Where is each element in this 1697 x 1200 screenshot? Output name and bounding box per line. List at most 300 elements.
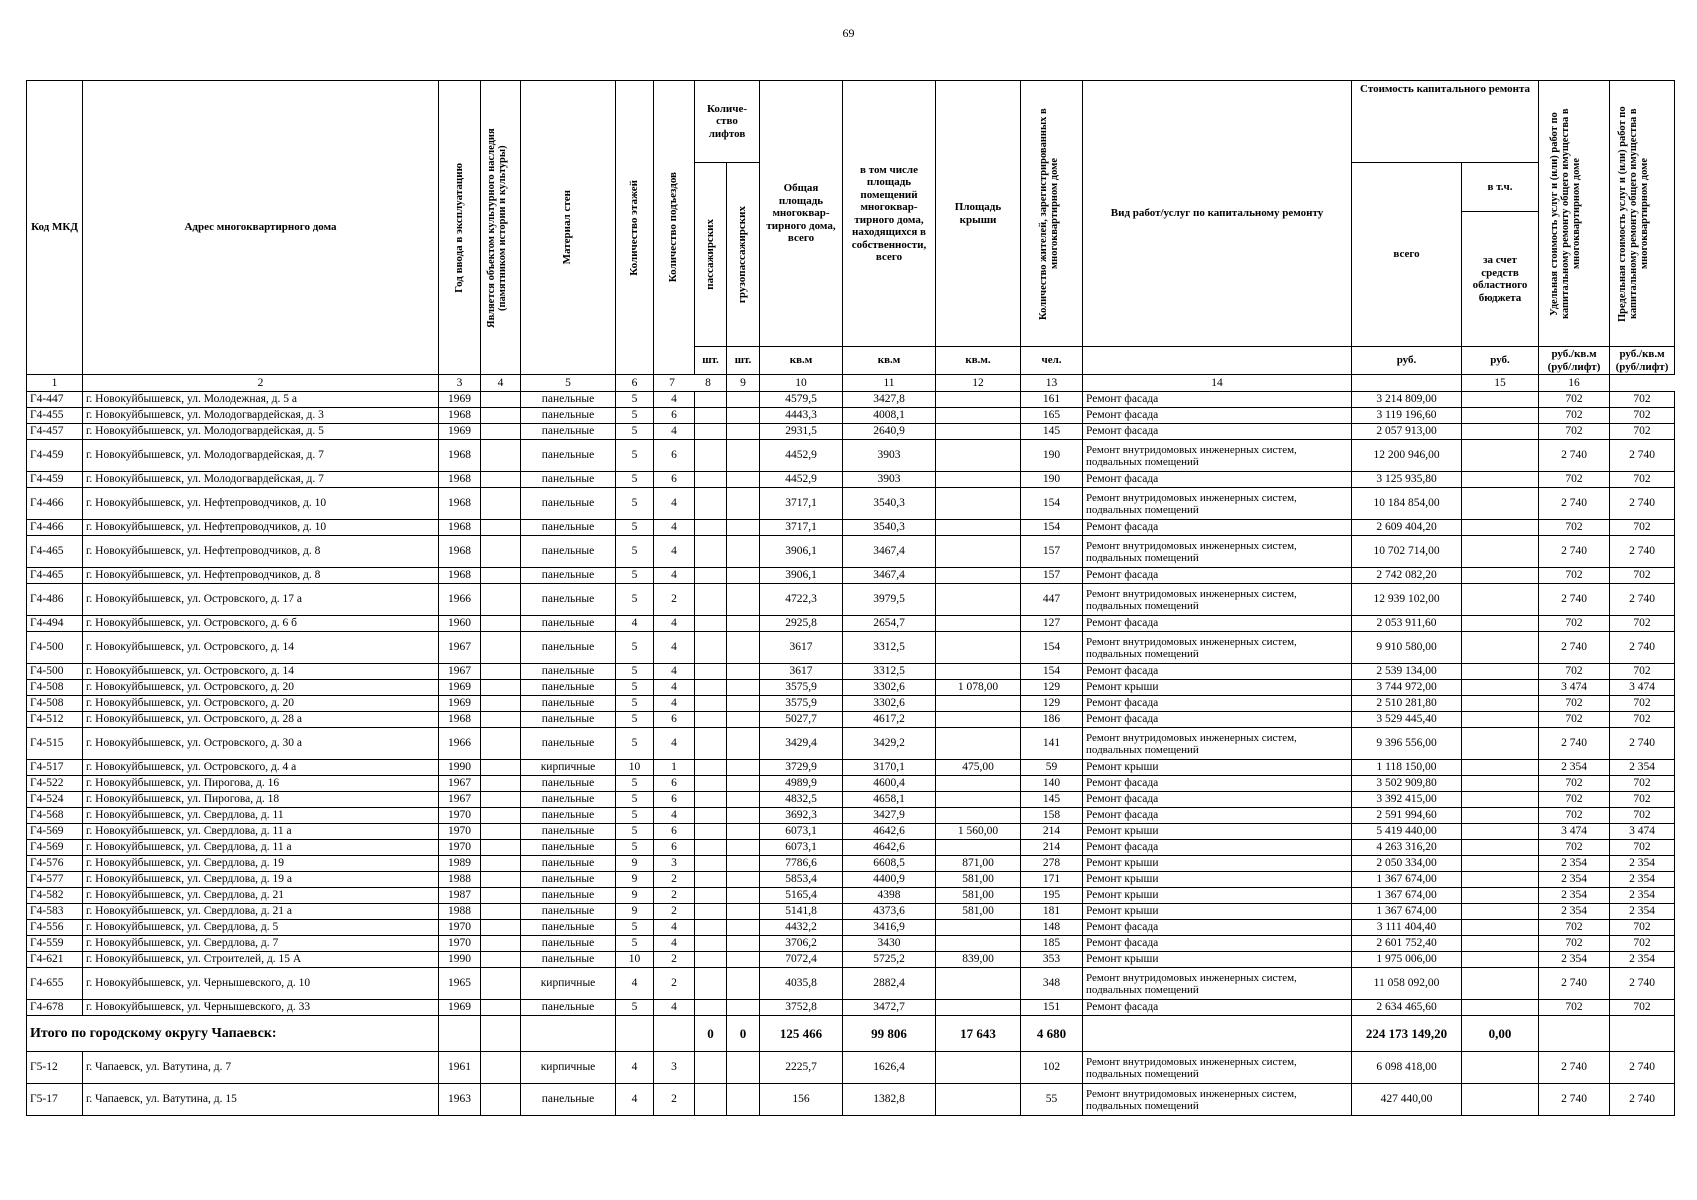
total-section: [27, 1016, 1675, 1052]
cell-material: панельные: [521, 584, 616, 616]
cell-address: г. Чапаевск, ул. Ватутина, д. 15: [83, 1084, 439, 1116]
cell-work: Ремонт фасада: [1083, 1000, 1352, 1016]
cell-year: 1969: [439, 1000, 481, 1016]
cell-cost: 3 119 196,60: [1352, 408, 1462, 424]
cell-code: Г4-655: [27, 968, 83, 1000]
cell-total: 3575,9: [760, 696, 843, 712]
cell-address: г. Чапаевск, ул. Ватутина, д. 7: [83, 1052, 439, 1084]
cell-entr: 6: [654, 440, 695, 472]
cell-floors: 5: [616, 440, 654, 472]
cell-material: панельные: [521, 680, 616, 696]
cell-max: 702: [1610, 408, 1675, 424]
cell-residents: 181: [1021, 904, 1083, 920]
cell-floors: 5: [616, 424, 654, 440]
cell-max: 2 740: [1610, 1084, 1675, 1116]
table-row: [27, 776, 1675, 792]
cell-code: Г4-568: [27, 808, 83, 824]
cell-cost: 2 510 281,80: [1352, 696, 1462, 712]
cell-material: панельные: [521, 440, 616, 472]
cell-code: Г4-508: [27, 680, 83, 696]
cell-max: 2 354: [1610, 904, 1675, 920]
cell-material: панельные: [521, 824, 616, 840]
cell-work: Ремонт фасада: [1083, 472, 1352, 488]
cell-floors: 5: [616, 632, 654, 664]
cell-year: 1968: [439, 472, 481, 488]
cell-cost: 12 200 946,00: [1352, 440, 1462, 472]
total-roof-area: 17 643: [936, 1016, 1021, 1052]
cell-total: 4452,9: [760, 440, 843, 472]
cell-floors: 5: [616, 568, 654, 584]
cell-address: г. Новокуйбышевск, ул. Свердлова, д. 19: [83, 856, 439, 872]
cell-code: Г4-494: [27, 616, 83, 632]
cell-cost: 2 591 994,60: [1352, 808, 1462, 824]
cell-material: панельные: [521, 888, 616, 904]
cell-work: Ремонт внутридомовых инженерных систем, подвальных помещений: [1083, 968, 1352, 1000]
cell-residents: 158: [1021, 808, 1083, 824]
table-row: [27, 488, 1675, 520]
table-header: [27, 81, 1675, 392]
cell-roof: [936, 712, 1021, 728]
cell-residents: 129: [1021, 696, 1083, 712]
cell-address: г. Новокуйбышевск, ул. Островского, д. 14: [83, 632, 439, 664]
cell-year: 1965: [439, 968, 481, 1000]
cell-material: панельные: [521, 712, 616, 728]
cell-entr: 4: [654, 680, 695, 696]
cell-total: 4579,5: [760, 392, 843, 408]
cell-year: 1970: [439, 840, 481, 856]
cell-owned: 3979,5: [843, 584, 936, 616]
header-heritage: Является объектом культурного наследия (памятником истории и культуры): [485, 127, 508, 328]
cell-roof: [936, 536, 1021, 568]
cell-year: 1987: [439, 888, 481, 904]
cell-material: панельные: [521, 792, 616, 808]
cell-year: 1970: [439, 920, 481, 936]
cell-total: 2931,5: [760, 424, 843, 440]
cell-roof: [936, 1000, 1021, 1016]
column-number: 10: [760, 375, 843, 392]
cell-work: Ремонт фасада: [1083, 616, 1352, 632]
cell-year: 1968: [439, 488, 481, 520]
total-area: 125 466: [760, 1016, 843, 1052]
cell-owned: 4600,4: [843, 776, 936, 792]
cell-cost: 3 502 909,80: [1352, 776, 1462, 792]
cell-year: 1970: [439, 808, 481, 824]
table-row: [27, 472, 1675, 488]
cell-material: панельные: [521, 632, 616, 664]
cell-cost: 9 396 556,00: [1352, 728, 1462, 760]
cell-code: Г4-583: [27, 904, 83, 920]
cell-owned: 3416,9: [843, 920, 936, 936]
cell-owned: 3429,2: [843, 728, 936, 760]
cell-year: 1988: [439, 904, 481, 920]
cell-roof: [936, 424, 1021, 440]
cell-max: 702: [1610, 712, 1675, 728]
unit-rate: руб./кв.м (руб/лифт): [1610, 347, 1675, 375]
header-year: Год ввода в эксплуатацию: [452, 162, 465, 293]
header-entrances: Количество подъездов: [667, 172, 680, 283]
cell-floors: 5: [616, 408, 654, 424]
column-number: 13: [1021, 375, 1083, 392]
cell-roof: [936, 696, 1021, 712]
cell-total: 3906,1: [760, 536, 843, 568]
cell-code: Г4-465: [27, 568, 83, 584]
cell-owned: 3903: [843, 472, 936, 488]
cell-unit: 702: [1539, 392, 1610, 408]
cell-year: 1966: [439, 584, 481, 616]
cell-work: Ремонт фасада: [1083, 392, 1352, 408]
cell-year: 1968: [439, 712, 481, 728]
cell-work: Ремонт внутридомовых инженерных систем, подвальных помещений: [1083, 632, 1352, 664]
header-cost-total: всего: [1352, 163, 1462, 347]
cell-owned: 3170,1: [843, 760, 936, 776]
cell-unit: 702: [1539, 792, 1610, 808]
cell-code: Г5-17: [27, 1084, 83, 1116]
cell-max: 702: [1610, 920, 1675, 936]
cell-roof: [936, 520, 1021, 536]
unit-sqm: кв.м: [760, 347, 843, 375]
cell-year: 1960: [439, 616, 481, 632]
cell-total: 3617: [760, 632, 843, 664]
cell-owned: 4398: [843, 888, 936, 904]
cell-work: Ремонт фасада: [1083, 808, 1352, 824]
table-row: [27, 856, 1675, 872]
cell-max: 702: [1610, 776, 1675, 792]
cell-cost: 2 050 334,00: [1352, 856, 1462, 872]
cell-roof: [936, 792, 1021, 808]
cell-code: Г4-486: [27, 584, 83, 616]
cell-roof: 839,00: [936, 952, 1021, 968]
header-roof-area: Площадь крыши: [936, 81, 1021, 347]
cell-residents: 154: [1021, 488, 1083, 520]
cell-residents: 157: [1021, 536, 1083, 568]
table-row: [27, 1000, 1675, 1016]
table-row: [27, 968, 1675, 1000]
cell-address: г. Новокуйбышевск, ул. Чернышевского, д. 33: [83, 1000, 439, 1016]
table-row: [27, 584, 1675, 616]
cell-work: Ремонт крыши: [1083, 760, 1352, 776]
cell-cost: 3 529 445,40: [1352, 712, 1462, 728]
cell-owned: 3430: [843, 936, 936, 952]
cell-max: 702: [1610, 568, 1675, 584]
cell-year: 1968: [439, 568, 481, 584]
cell-floors: 5: [616, 712, 654, 728]
cell-owned: 3467,4: [843, 536, 936, 568]
cell-unit: 702: [1539, 424, 1610, 440]
cell-work: Ремонт внутридомовых инженерных систем, подвальных помещений: [1083, 488, 1352, 520]
cell-roof: 581,00: [936, 904, 1021, 920]
cell-floors: 4: [616, 968, 654, 1000]
cell-work: Ремонт фасада: [1083, 792, 1352, 808]
cell-residents: 154: [1021, 664, 1083, 680]
cell-work: Ремонт крыши: [1083, 872, 1352, 888]
cell-code: Г4-582: [27, 888, 83, 904]
cell-max: 702: [1610, 792, 1675, 808]
cell-floors: 9: [616, 904, 654, 920]
cell-residents: 348: [1021, 968, 1083, 1000]
cell-owned: 3540,3: [843, 488, 936, 520]
cell-roof: [936, 488, 1021, 520]
table-row: [27, 1052, 1675, 1084]
column-number: 8: [705, 376, 711, 389]
header-incl: в т.ч.: [1462, 163, 1538, 212]
cell-cost: 9 910 580,00: [1352, 632, 1462, 664]
cell-residents: 185: [1021, 936, 1083, 952]
cell-unit: 2 740: [1539, 584, 1610, 616]
cell-residents: 190: [1021, 472, 1083, 488]
cell-cost: 2 609 404,20: [1352, 520, 1462, 536]
cell-unit: 702: [1539, 520, 1610, 536]
cell-entr: 2: [654, 1084, 695, 1116]
cell-address: г. Новокуйбышевск, ул. Свердлова, д. 11 а: [83, 824, 439, 840]
cell-owned: 4658,1: [843, 792, 936, 808]
cell-max: 702: [1610, 808, 1675, 824]
table-row: [27, 840, 1675, 856]
cell-work: Ремонт крыши: [1083, 952, 1352, 968]
table-row: [27, 392, 1675, 408]
cell-owned: 3540,3: [843, 520, 936, 536]
unit-rate: руб./кв.м (руб/лифт): [1539, 347, 1610, 375]
cell-max: 702: [1610, 424, 1675, 440]
cell-floors: 5: [616, 936, 654, 952]
table-row: [27, 792, 1675, 808]
cell-residents: 127: [1021, 616, 1083, 632]
cell-address: г. Новокуйбышевск, ул. Островского, д. 17 а: [83, 584, 439, 616]
cell-work: Ремонт фасада: [1083, 696, 1352, 712]
column-number: 11: [843, 375, 936, 392]
cell-address: г. Новокуйбышевск, ул. Островского, д. 28 а: [83, 712, 439, 728]
cell-address: г. Новокуйбышевск, ул. Островского, д. 20: [83, 680, 439, 696]
cell-residents: 171: [1021, 872, 1083, 888]
cell-material: панельные: [521, 776, 616, 792]
table-row: [27, 440, 1675, 472]
cell-roof: [936, 440, 1021, 472]
table-row: [27, 664, 1675, 680]
cell-residents: 129: [1021, 680, 1083, 696]
header-floors: Количество этажей: [627, 179, 640, 276]
cell-floors: 5: [616, 392, 654, 408]
cell-owned: 3472,7: [843, 1000, 936, 1016]
cell-roof: 1 560,00: [936, 824, 1021, 840]
cell-entr: 2: [654, 584, 695, 616]
cell-address: г. Новокуйбышевск, ул. Свердлова, д. 7: [83, 936, 439, 952]
cell-entr: 6: [654, 712, 695, 728]
cell-material: панельные: [521, 856, 616, 872]
cell-total: 7786,6: [760, 856, 843, 872]
cell-cost: 1 367 674,00: [1352, 872, 1462, 888]
cell-work: Ремонт фасада: [1083, 712, 1352, 728]
cell-total: 3752,8: [760, 1000, 843, 1016]
cell-unit: 2 354: [1539, 872, 1610, 888]
cell-total: 5165,4: [760, 888, 843, 904]
cell-owned: 2654,7: [843, 616, 936, 632]
cell-code: Г4-678: [27, 1000, 83, 1016]
cell-owned: 4373,6: [843, 904, 936, 920]
capital-repair-table: [26, 80, 1675, 1116]
cell-entr: 4: [654, 488, 695, 520]
cell-roof: [936, 808, 1021, 824]
cell-residents: 141: [1021, 728, 1083, 760]
cell-roof: 581,00: [936, 872, 1021, 888]
cell-owned: 1382,8: [843, 1084, 936, 1116]
cell-entr: 2: [654, 872, 695, 888]
cell-roof: [936, 968, 1021, 1000]
cell-total: 5853,4: [760, 872, 843, 888]
cell-material: панельные: [521, 488, 616, 520]
cell-material: кирпичные: [521, 968, 616, 1000]
header-max-cost: Предельная стоимость услуг и (или) работ по капитальному ремонту общего имущества в многоквартирном доме: [1617, 105, 1651, 322]
cell-cost: 1 367 674,00: [1352, 904, 1462, 920]
cell-material: панельные: [521, 568, 616, 584]
cell-entr: 4: [654, 616, 695, 632]
cell-floors: 5: [616, 776, 654, 792]
cell-total: 4452,9: [760, 472, 843, 488]
column-number: 4: [481, 375, 521, 392]
cell-unit: 3 474: [1539, 824, 1610, 840]
table-row: [27, 536, 1675, 568]
cell-entr: 6: [654, 472, 695, 488]
cell-max: 2 354: [1610, 872, 1675, 888]
table-row: [27, 808, 1675, 824]
cell-entr: 4: [654, 808, 695, 824]
cell-unit: 2 740: [1539, 488, 1610, 520]
cell-year: 1967: [439, 632, 481, 664]
cell-max: 2 740: [1610, 488, 1675, 520]
cell-total: 2925,8: [760, 616, 843, 632]
cell-floors: 5: [616, 840, 654, 856]
cell-residents: 151: [1021, 1000, 1083, 1016]
cell-entr: 4: [654, 920, 695, 936]
cell-total: 4722,3: [760, 584, 843, 616]
cell-entr: 4: [654, 520, 695, 536]
cell-address: г. Новокуйбышевск, ул. Молодежная, д. 5 а: [83, 392, 439, 408]
cell-address: г. Новокуйбышевск, ул. Строителей, д. 15 А: [83, 952, 439, 968]
cell-cost: 1 118 150,00: [1352, 760, 1462, 776]
cell-total: 5027,7: [760, 712, 843, 728]
header-unit-cost: Удельная стоимость услуг и (или) работ по капитальному ремонту общего имущества в многоквартирном доме: [1549, 108, 1583, 319]
cell-total: 5141,8: [760, 904, 843, 920]
cell-address: г. Новокуйбышевск, ул. Островского, д. 4 а: [83, 760, 439, 776]
cell-floors: 5: [616, 696, 654, 712]
cell-total: 156: [760, 1084, 843, 1116]
cell-cost: 5 419 440,00: [1352, 824, 1462, 840]
cell-material: панельные: [521, 728, 616, 760]
cell-max: 702: [1610, 664, 1675, 680]
cell-cost: 3 392 415,00: [1352, 792, 1462, 808]
cell-roof: [936, 472, 1021, 488]
column-number: 5: [521, 375, 616, 392]
cell-code: Г4-577: [27, 872, 83, 888]
cell-material: панельные: [521, 872, 616, 888]
cell-material: панельные: [521, 536, 616, 568]
table-row: [27, 936, 1675, 952]
cell-address: г. Новокуйбышевск, ул. Молодогвардейская, д. 3: [83, 408, 439, 424]
cell-material: панельные: [521, 392, 616, 408]
cell-unit: 2 740: [1539, 1052, 1610, 1084]
cell-owned: 3302,6: [843, 696, 936, 712]
cell-floors: 5: [616, 728, 654, 760]
cell-residents: 165: [1021, 408, 1083, 424]
cell-owned: 3427,8: [843, 392, 936, 408]
cell-work: Ремонт фасада: [1083, 776, 1352, 792]
cell-work: Ремонт внутридомовых инженерных систем, подвальных помещений: [1083, 536, 1352, 568]
cell-unit: 3 474: [1539, 680, 1610, 696]
cell-material: панельные: [521, 472, 616, 488]
cell-unit: 702: [1539, 472, 1610, 488]
cell-work: Ремонт крыши: [1083, 856, 1352, 872]
cell-code: Г4-559: [27, 936, 83, 952]
cell-roof: [936, 920, 1021, 936]
cell-roof: [936, 728, 1021, 760]
cell-floors: 4: [616, 1052, 654, 1084]
cell-year: 1963: [439, 1084, 481, 1116]
cell-year: 1967: [439, 664, 481, 680]
cell-total: 4443,3: [760, 408, 843, 424]
cell-address: г. Новокуйбышевск, ул. Островского, д. 20: [83, 696, 439, 712]
cell-address: г. Новокуйбышевск, ул. Островского, д. 6 б: [83, 616, 439, 632]
cell-max: 2 740: [1610, 968, 1675, 1000]
cell-address: г. Новокуйбышевск, ул. Свердлова, д. 5: [83, 920, 439, 936]
cell-unit: 2 740: [1539, 728, 1610, 760]
cell-year: 1990: [439, 760, 481, 776]
cell-unit: 702: [1539, 936, 1610, 952]
cell-entr: 6: [654, 792, 695, 808]
cell-residents: 157: [1021, 568, 1083, 584]
column-number: 3: [439, 375, 481, 392]
cell-floors: 9: [616, 856, 654, 872]
cell-code: Г4-512: [27, 712, 83, 728]
cell-address: г. Новокуйбышевск, ул. Нефтепроводчиков, д. 10: [83, 520, 439, 536]
cell-owned: 4008,1: [843, 408, 936, 424]
cell-entr: 4: [654, 696, 695, 712]
cell-cost: 3 744 972,00: [1352, 680, 1462, 696]
table-row: [27, 424, 1675, 440]
cell-roof: [936, 1052, 1021, 1084]
cell-work: Ремонт фасада: [1083, 840, 1352, 856]
cell-code: Г5-12: [27, 1052, 83, 1084]
cell-code: Г4-457: [27, 424, 83, 440]
cell-code: Г4-621: [27, 952, 83, 968]
cell-cost: 10 702 714,00: [1352, 536, 1462, 568]
cell-residents: 145: [1021, 424, 1083, 440]
cell-material: панельные: [521, 1084, 616, 1116]
cell-roof: 871,00: [936, 856, 1021, 872]
cell-max: 3 474: [1610, 680, 1675, 696]
cell-owned: 3903: [843, 440, 936, 472]
cell-entr: 2: [654, 952, 695, 968]
cell-unit: 2 740: [1539, 632, 1610, 664]
table-row: [27, 952, 1675, 968]
column-number: 15: [1462, 375, 1539, 392]
cell-cost: 1 975 006,00: [1352, 952, 1462, 968]
cell-material: панельные: [521, 616, 616, 632]
header-material: Материал стен: [561, 190, 574, 265]
cell-code: Г4-569: [27, 840, 83, 856]
cell-cost: 12 939 102,00: [1352, 584, 1462, 616]
cell-entr: 3: [654, 1052, 695, 1084]
cell-max: 702: [1610, 1000, 1675, 1016]
cell-work: Ремонт фасада: [1083, 664, 1352, 680]
cell-work: Ремонт фасада: [1083, 920, 1352, 936]
cell-year: 1967: [439, 792, 481, 808]
cell-address: г. Новокуйбышевск, ул. Молодогвардейская, д. 7: [83, 472, 439, 488]
cell-owned: 3467,4: [843, 568, 936, 584]
table-row: [27, 408, 1675, 424]
cell-roof: 475,00: [936, 760, 1021, 776]
cell-owned: 1626,4: [843, 1052, 936, 1084]
cell-max: 702: [1610, 696, 1675, 712]
cell-work: Ремонт фасада: [1083, 568, 1352, 584]
cell-floors: 4: [616, 1084, 654, 1116]
